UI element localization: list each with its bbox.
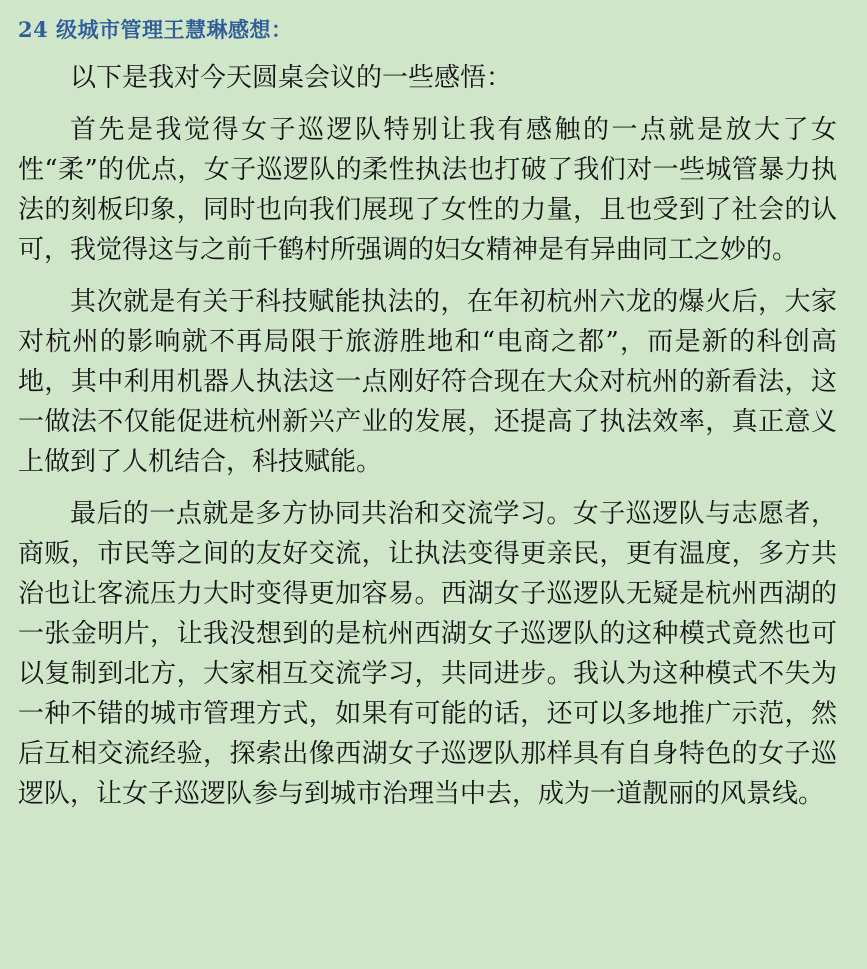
paragraph-first: 首先是我觉得女子巡逻队特别让我有感触的一点就是放大了女性“柔”的优点，女子巡逻队的柔性执法也打破了我们对一些城管暴力执法的刻板印象，同时也向我们展现了女性的力量，且也受到了社会的认可，我觉得这与之前千鹤村所强调的妇女精神是有异曲同工之妙的。 [18,115,837,265]
paragraph-third: 最后的一点就是多方协同共治和交流学习。女子巡逻队与志愿者，商贩，市民等之间的友好交流，让执法变得更亲民，更有温度，多方共治也让客流压力大时变得更加容易。西湖女子巡逻队无疑是杭州西湖的一张金明片，让我没想到的是杭州西湖女子巡逻队的这种模式竟然也可以复制到北方，大家相互交流学习，共同进步。我认为这种模式不失为一种不错的城市管理方式，如果有可能的话，还可以多地推广示范，然后互相交流经验，探索出像西湖女子巡逻队那样具有自身特色的女子巡逻队，让女子巡逻队参与到城市治理当中去，成为一道靓丽的风景线。 [18,499,837,809]
document-title: 24 级城市管理王慧琳感想： [18,17,293,42]
intro-paragraph: 以下是我对今天圆桌会议的一些感悟： [70,63,513,93]
paragraph-second: 其次就是有关于科技赋能执法的，在年初杭州六龙的爆火后，大家对杭州的影响就不再局限于旅游胜地和“电商之都”，而是新的科创高地，其中利用机器人执法这一点刚好符合现在大众对杭州的新看法，这一做法不仅能促进杭州新兴产业的发展，还提高了执法效率，真正意义上做到了人机结合，科技赋能。 [18,287,837,477]
